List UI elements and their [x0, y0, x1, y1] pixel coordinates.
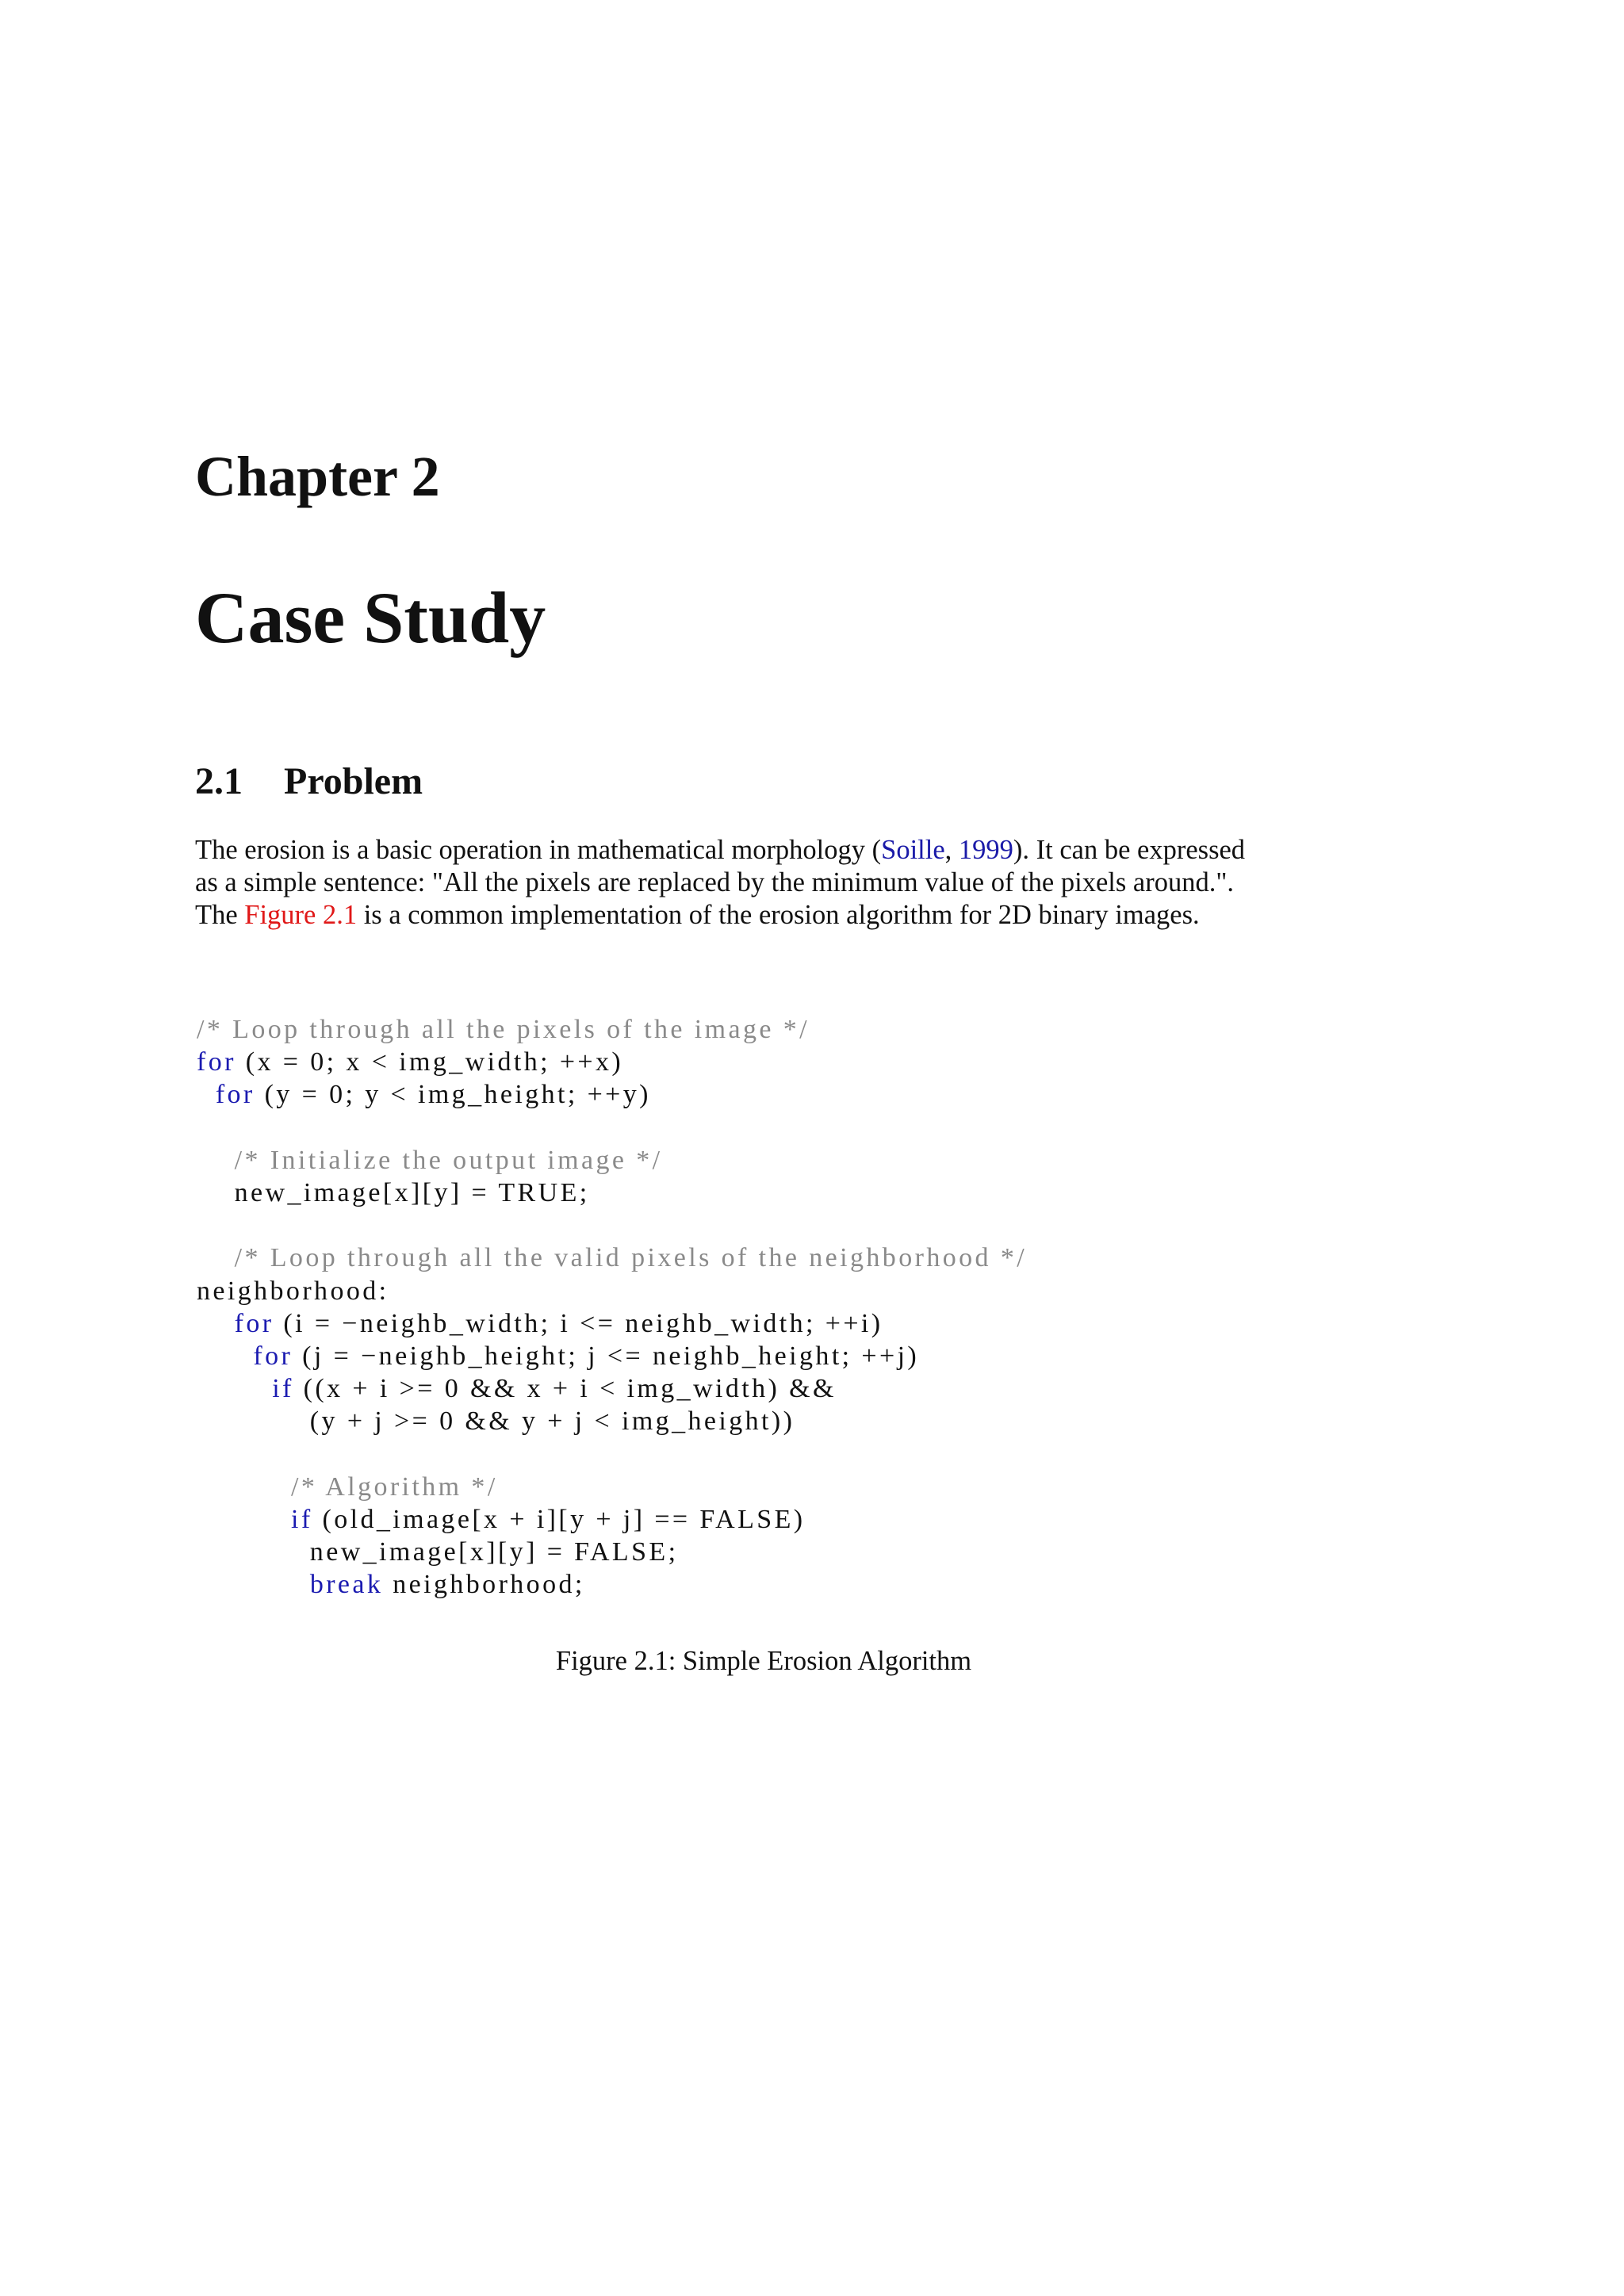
code-keyword: for: [253, 1341, 293, 1371]
code-line: [197, 1078, 1027, 1111]
code-text: [197, 1472, 291, 1502]
code-line: [197, 1209, 1027, 1242]
problem-paragraph: [195, 834, 1432, 932]
code-text: (x = 0; x < img_width; ++x): [236, 1047, 624, 1077]
code-line: [197, 1340, 1027, 1372]
paragraph-text: ). It can be expressed: [1013, 835, 1246, 865]
code-text: (y = 0; y < img_height; ++y): [255, 1080, 651, 1110]
code-line: [197, 1372, 1027, 1405]
code-line: [197, 1437, 1027, 1470]
chapter-label: Chapter 2: [195, 445, 440, 508]
figure-reference-link[interactable]: Figure 2.1: [244, 900, 358, 930]
code-text: new_image[x][y] = TRUE;: [197, 1177, 590, 1207]
code-line: [197, 1144, 1027, 1177]
code-text: [197, 1309, 235, 1338]
code-text: [197, 1570, 310, 1599]
code-text: [197, 1243, 235, 1272]
code-keyword: if: [272, 1374, 294, 1404]
code-line: [197, 1503, 1027, 1536]
code-text: neighborhood:: [197, 1276, 389, 1306]
code-keyword: if: [291, 1504, 313, 1534]
paragraph-line-3: [195, 899, 1432, 932]
code-text: (i = −neighb_width; i <= neighb_width; ++i): [274, 1308, 883, 1338]
code-keyword: for: [215, 1080, 255, 1110]
code-line: [197, 1112, 1027, 1144]
figure-caption: Figure 2.1: Simple Erosion Algorithm: [555, 1646, 972, 1676]
section-number: 2.1: [195, 760, 243, 802]
code-comment: /* Loop through all the valid pixels of the neighborhood */: [234, 1243, 1028, 1273]
code-text: [197, 1080, 216, 1109]
code-text: (old_image[x + i][y + j] == FALSE): [312, 1504, 806, 1534]
code-text: [197, 1341, 253, 1371]
paragraph-line-1: [195, 834, 1432, 867]
code-line: [197, 1177, 1027, 1209]
code-text: (y + j >= 0 && y + j < img_height)): [197, 1406, 795, 1437]
code-comment: /* Initialize the output image */: [234, 1145, 663, 1175]
code-keyword: for: [234, 1308, 274, 1338]
citation-author-link[interactable]: Soille: [881, 835, 945, 865]
code-line: [197, 1013, 1027, 1046]
code-text: [197, 1146, 235, 1175]
code-text: [197, 1505, 291, 1534]
section-title: Problem: [284, 760, 423, 802]
code-text: ((x + i >= 0 && x + i < img_width) &&: [293, 1374, 837, 1404]
paragraph-line-2: as a simple sentence: "All the pixels are replaced by the minimum value of the pixels around.".: [195, 867, 1235, 897]
citation-year-link[interactable]: 1999: [958, 835, 1013, 865]
code-text: [197, 1374, 272, 1403]
code-line: [197, 1307, 1027, 1340]
code-line: [197, 1471, 1027, 1503]
code-comment: /* Algorithm */: [291, 1471, 498, 1502]
code-line: [197, 1536, 1027, 1568]
code-listing: [197, 1013, 1027, 1601]
section-heading: [195, 760, 423, 802]
code-keyword: break: [309, 1570, 384, 1600]
code-text: (j = −neighb_height; j <= neighb_height; ++j): [293, 1341, 920, 1371]
code-line: [197, 1242, 1027, 1274]
code-line: [197, 1275, 1027, 1307]
code-text: neighborhood;: [383, 1570, 585, 1600]
code-comment: /* Loop through all the pixels of the image */: [197, 1015, 810, 1044]
citation-separator: ,: [944, 835, 959, 865]
chapter-title: Case Study: [195, 577, 546, 658]
code-line: [197, 1405, 1027, 1437]
paragraph-text: The erosion is a basic operation in mathematical morphology (: [195, 835, 882, 865]
code-keyword: for: [197, 1047, 236, 1077]
code-text: new_image[x][y] = FALSE;: [197, 1537, 679, 1567]
paragraph-text: is a common implementation of the erosion algorithm for 2D binary images.: [357, 900, 1200, 930]
code-line: [197, 1046, 1027, 1078]
paragraph-text: The: [195, 900, 245, 930]
code-line: [197, 1568, 1027, 1601]
